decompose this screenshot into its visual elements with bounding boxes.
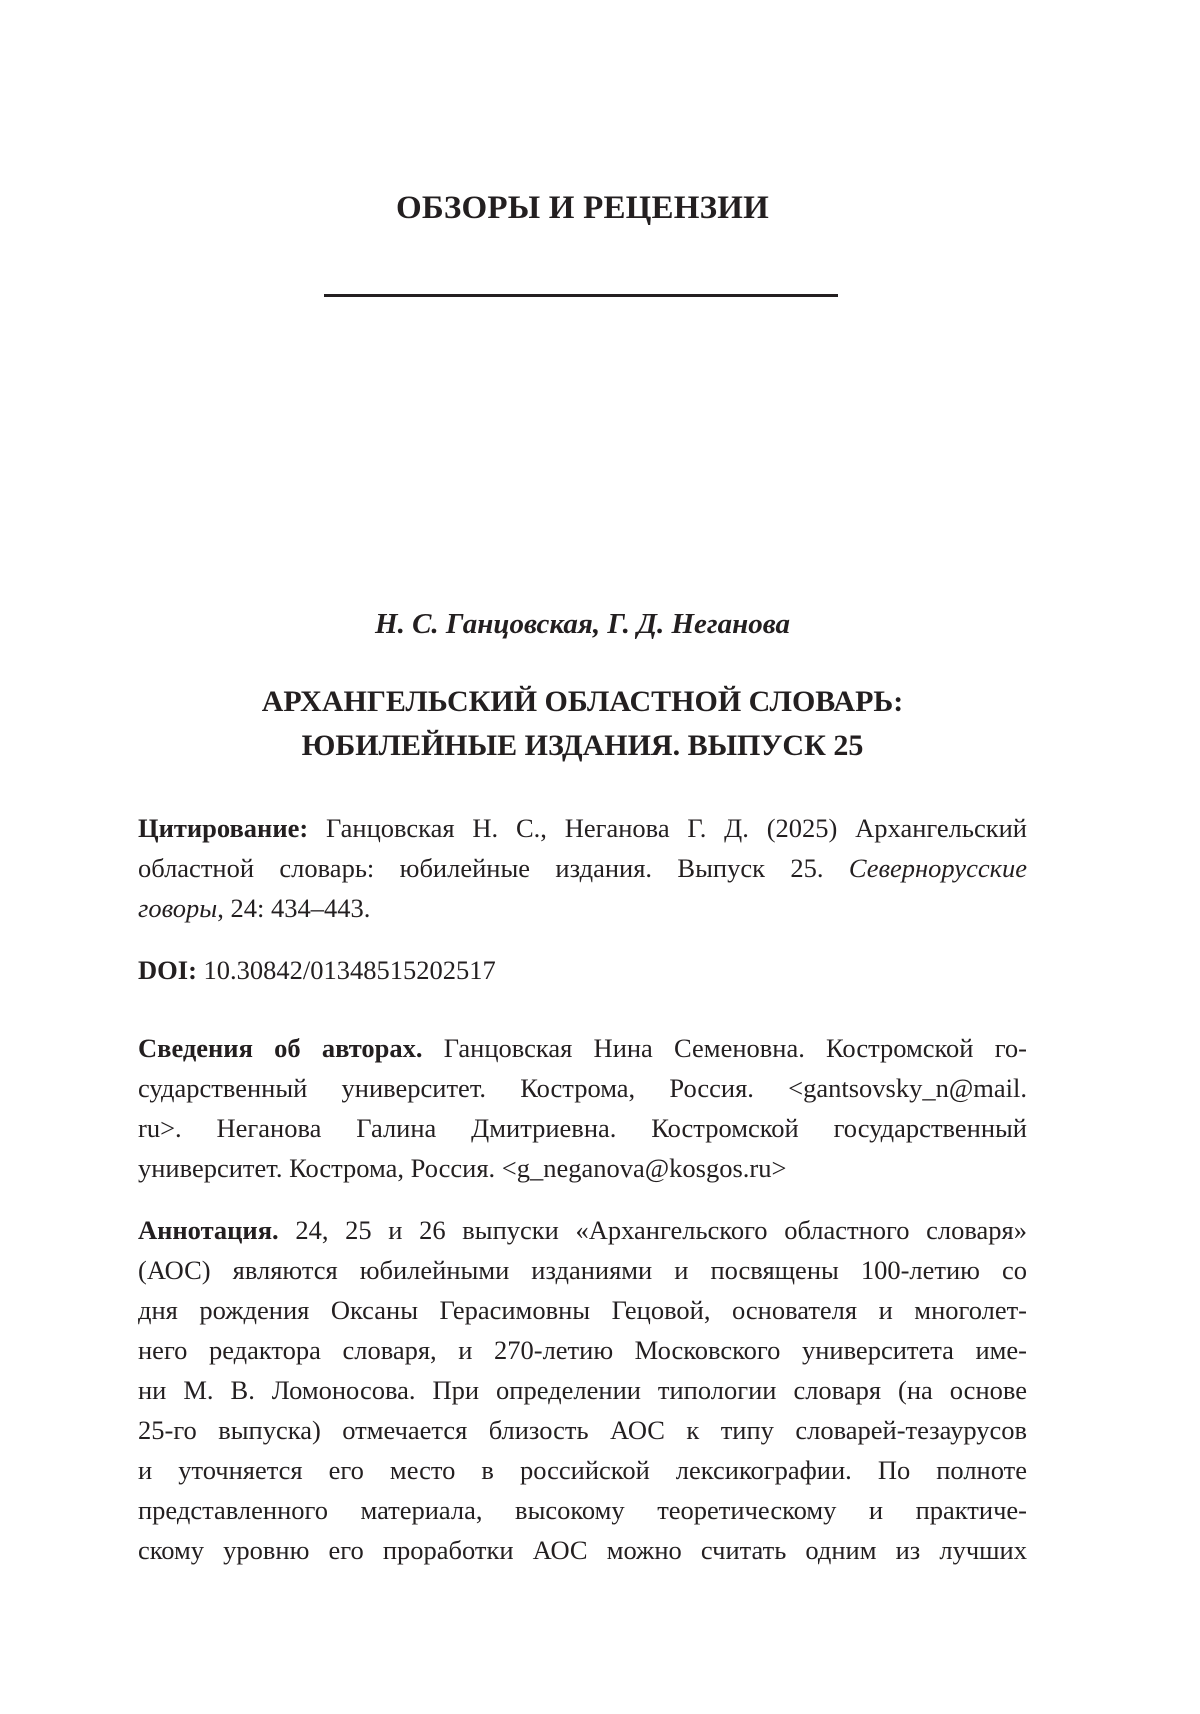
doi-block	[138, 950, 1027, 990]
authors-info-block	[138, 1028, 1027, 1188]
article-title-line: АРХАНГЕЛЬСКИЙ ОБЛАСТНОЙ СЛОВАРЬ:	[261, 685, 904, 718]
abstract-line: 25-го выпуска) отмечается близость АОС к типу словарей-тезаурусов	[138, 1415, 1027, 1445]
abstract-block	[138, 1210, 1027, 1570]
doi-label: DOI:	[138, 955, 197, 985]
doi-line	[138, 950, 1027, 990]
citation-block	[138, 808, 1027, 928]
section-heading: ОБЗОРЫ И РЕЦЕНЗИИ	[396, 190, 769, 226]
abstract-line: него редактора словаря, и 270-летию Московского университета име-	[138, 1335, 1027, 1365]
citation-line	[138, 848, 1027, 888]
authors-info-text: Ганцовская Нина Семеновна. Костромской го-	[422, 1033, 1027, 1063]
authors-info-line: сударственный университет. Кострома, Россия. <gantsovsky_n@mail.	[138, 1073, 1027, 1103]
article-authors: Н. С. Ганцовская, Г. Д. Неганова	[375, 608, 790, 640]
abstract-label: Аннотация.	[138, 1215, 279, 1245]
abstract-text: 24, 25 и 26 выпуски «Архангельского областного словаря»	[278, 1215, 1027, 1245]
abstract-line: дня рождения Оксаны Герасимовны Гецовой, основателя и многолет-	[138, 1295, 1027, 1325]
article-title	[0, 680, 1165, 768]
doi-value: 10.30842/01348515202517	[196, 955, 496, 985]
heading-divider	[324, 294, 838, 297]
citation-line	[138, 888, 1027, 928]
citation-text: , 24: 434–443.	[217, 893, 371, 923]
article-title-line: ЮБИЛЕЙНЫЕ ИЗДАНИЯ. ВЫПУСК 25	[301, 729, 864, 762]
citation-text: Ганцовская Н. С., Неганова Г. Д. (2025) Архангельский	[308, 813, 1027, 843]
citation-label: Цитирование:	[138, 813, 309, 843]
authors-info-line: университет. Кострома, Россия. <g_neganova@kosgos.ru>	[138, 1153, 787, 1183]
authors-info-line	[138, 1028, 1027, 1068]
journal-name: говоры	[138, 893, 218, 923]
citation-line	[138, 808, 1027, 848]
authors-info-label: Сведения об авторах.	[138, 1033, 423, 1063]
abstract-line: ни М. В. Ломоносова. При определении типологии словаря (на основе	[138, 1375, 1027, 1405]
abstract-line: скому уровню его проработки АОС можно считать одним из лучших	[138, 1535, 1027, 1565]
abstract-line	[138, 1210, 1027, 1250]
abstract-line: и уточняется его место в российской лексикографии. По полноте	[138, 1455, 1027, 1485]
citation-text: областной словарь: юбилейные издания. Выпуск 25.	[138, 853, 849, 883]
authors-info-line: ru>. Неганова Галина Дмитриевна. Костромской государственный	[138, 1113, 1027, 1143]
abstract-line: представленного материала, высокому теоретическому и практиче-	[138, 1495, 1027, 1525]
abstract-line: (АОС) являются юбилейными изданиями и посвящены 100-летию со	[138, 1255, 1027, 1285]
journal-name: Севернорусские	[848, 853, 1027, 883]
